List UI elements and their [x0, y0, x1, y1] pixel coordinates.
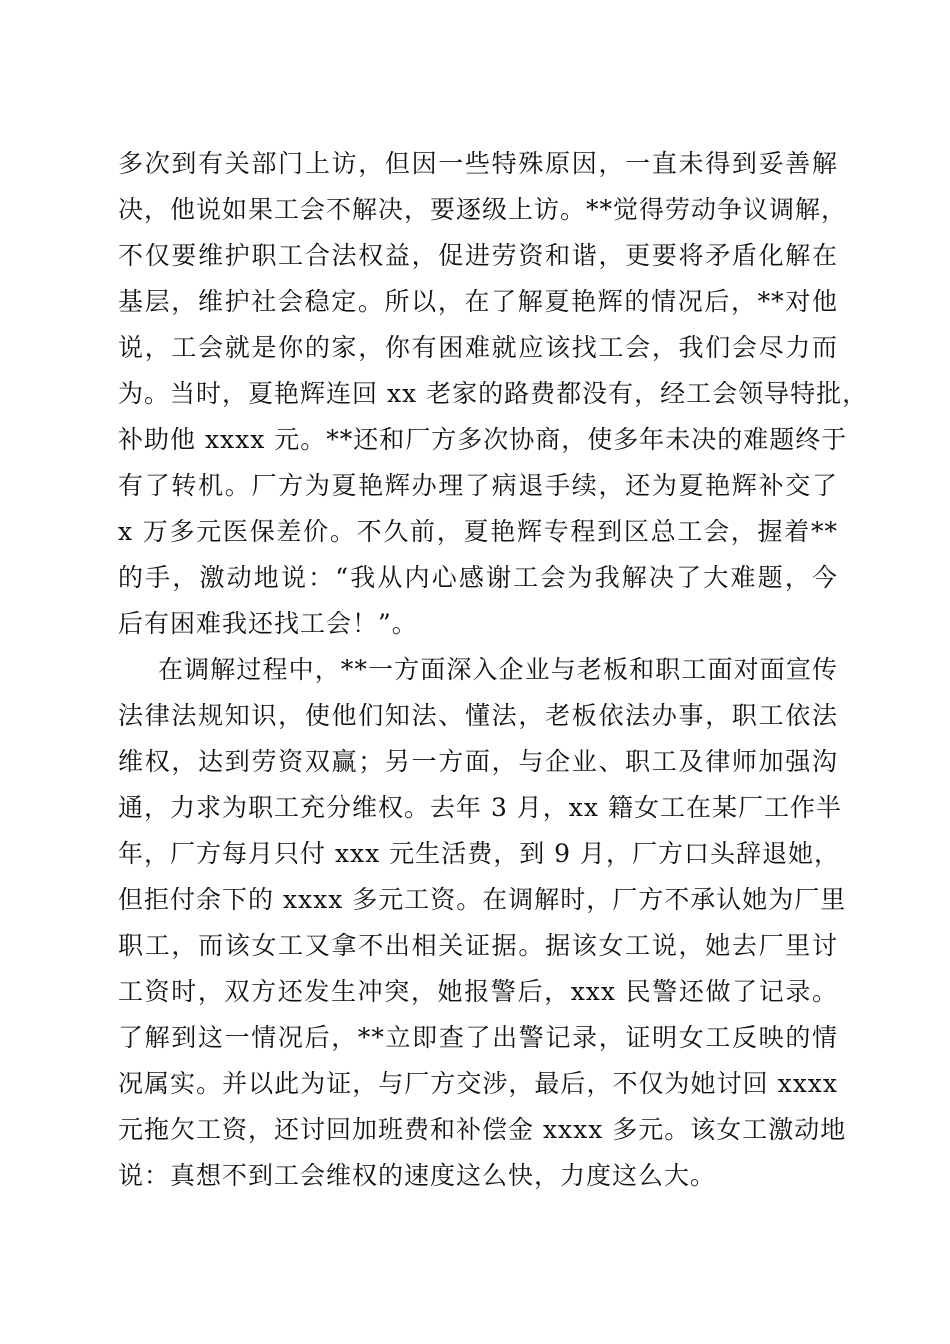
paragraph-2-line-9: 了解到这一情况后，**立即查了出警记录，证明女工反映的情 [118, 1023, 838, 1052]
paragraph-1-line-2: 决，他说如果工会不解决，要逐级上访。**觉得劳动争议调解， [118, 195, 848, 224]
paragraph-1-line-9: x 万多元医保差价。不久前，夏艳辉专程到区总工会，握着** [118, 517, 838, 546]
paragraph-1-line-6: 为。当时，夏艳辉连回 xx 老家的路费都没有，经工会领导特批， [118, 379, 869, 408]
paragraph-1-line-3: 不仅要维护职工合法权益，促进劳资和谐，更要将矛盾化解在 [118, 241, 838, 270]
paragraph-1-line-7: 补助他 xxxx 元。**还和厂方多次协商，使多年未决的难题终于 [118, 425, 848, 454]
paragraph-1-line-8: 有了转机。厂方为夏艳辉办理了病退手续，还为夏艳辉补交了 [118, 471, 838, 500]
paragraph-2-line-2: 法律法规知识，使他们知法、懂法，老板依法办事，职工依法 [118, 701, 838, 730]
paragraph-2-line-7: 职工，而该女工又拿不出相关证据。据该女工说，她去厂里讨 [118, 931, 838, 960]
paragraph-1-line-1: 多次到有关部门上访，但因一些特殊原因，一直未得到妥善解 [118, 149, 838, 178]
paragraph-2-line-12: 说：真想不到工会维权的速度这么快，力度这么大。 [118, 1161, 717, 1190]
paragraph-2-line-4: 通，力求为职工充分维权。去年 3 月，xx 籍女工在某厂工作半 [118, 793, 842, 822]
paragraph-1-line-5: 说，工会就是你的家，你有困难就应该找工会，我们会尽力而 [118, 333, 838, 362]
paragraph-1-line-10: 的手，激动地说：“我从内心感谢工会为我解决了大难题，今 [118, 563, 838, 592]
paragraph-1-line-4: 基层，维护社会稳定。所以，在了解夏艳辉的情况后，**对他 [118, 287, 838, 316]
paragraph-2-line-6: 但拒付余下的 xxxx 多元工资。在调解时，厂方不承认她为厂里 [118, 885, 847, 914]
paragraph-2-line-10: 况属实。并以此为证，与厂方交涉，最后，不仅为她讨回 xxxx [118, 1069, 838, 1098]
paragraph-2-line-8: 工资时，双方还发生冲突，她报警后，xxx 民警还做了记录。 [118, 977, 838, 1006]
paragraph-2-line-11: 元拖欠工资，还讨回加班费和补偿金 xxxx 多元。该女工激动地 [118, 1115, 847, 1144]
paragraph-1-line-11: 后有困难我还找工会！”。 [118, 609, 418, 638]
paragraph-2-line-5: 年，厂方每月只付 xxx 元生活费，到 9 月，厂方口头辞退她， [118, 839, 840, 868]
paragraph-2-line-1: 在调解过程中，**一方面深入企业与老板和职工面对面宣传 [158, 655, 838, 684]
paragraph-2-line-3: 维权，达到劳资双赢；另一方面，与企业、职工及律师加强沟 [118, 747, 838, 776]
